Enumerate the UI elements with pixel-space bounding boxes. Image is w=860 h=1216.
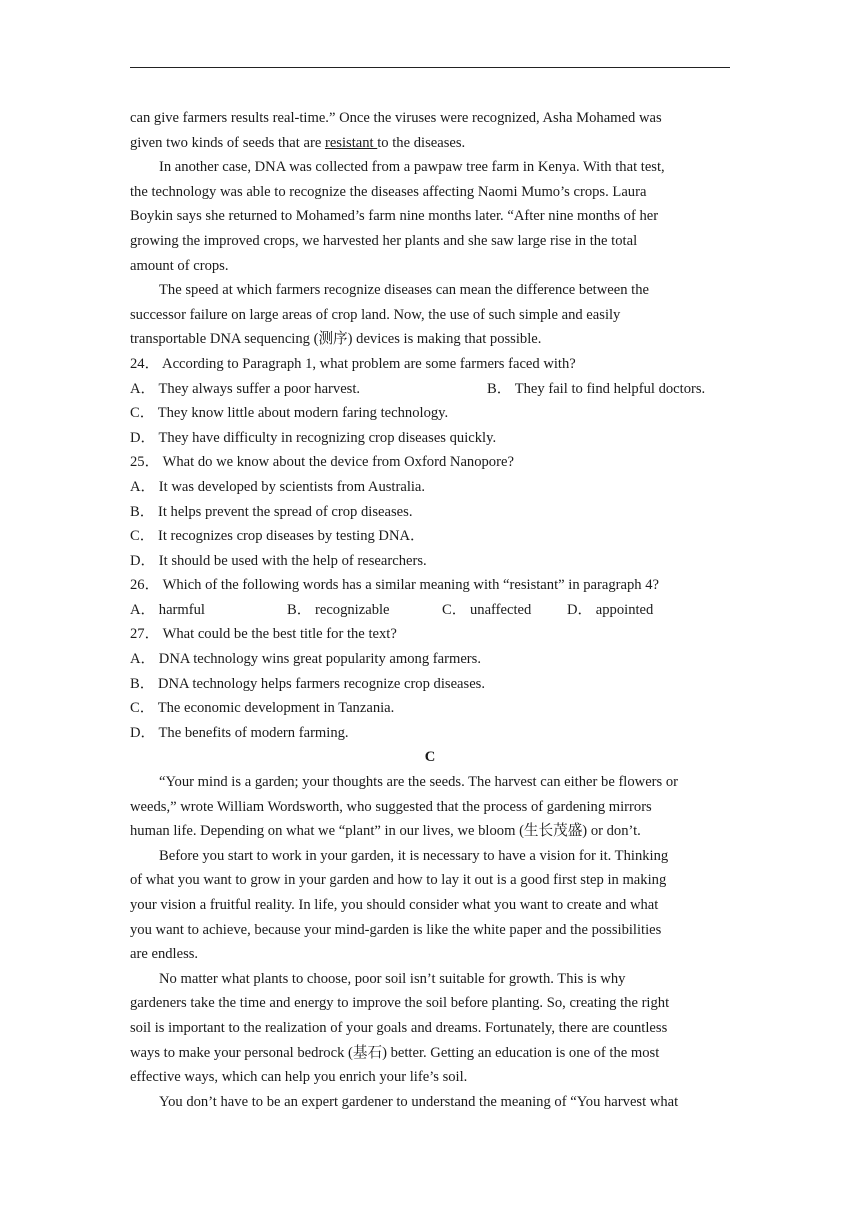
text-line: “Your mind is a garden; your thoughts are the seeds. The harvest can either be flowers or xyxy=(159,774,679,791)
passage-c-paragraph xyxy=(130,770,730,844)
option-c: C． unaffected xyxy=(442,601,532,618)
text-line: the technology was able to recognize the diseases affecting Naomi Mumo’s crops. Laura xyxy=(130,183,647,200)
text-line: effective ways, which can help you enrich your life’s soil. xyxy=(130,1069,468,1086)
text-line: growing the improved crops, we harvested her plants and she saw large rise in the total xyxy=(130,232,638,249)
text-line: soil is important to the realization of your goals and dreams. Fortunately, there are countless xyxy=(130,1019,668,1036)
text-span: to the diseases. xyxy=(377,134,466,151)
option-a: A． It was developed by scientists from Australia. xyxy=(130,478,426,495)
text-line: of what you want to grow in your garden and how to lay it out is a good first step in making xyxy=(130,872,667,889)
option-b: B． DNA technology helps farmers recognize crop diseases. xyxy=(130,675,486,692)
text-line: are endless. xyxy=(130,946,199,963)
text-line: The speed at which farmers recognize diseases can mean the difference between the xyxy=(159,282,650,299)
text-span: given two kinds of seeds that are xyxy=(130,134,325,151)
option-d: D． They have difficulty in recognizing crop diseases quickly. xyxy=(130,429,497,446)
document-body xyxy=(130,106,730,1114)
text-line: amount of crops. xyxy=(130,257,229,274)
passage-b-paragraph xyxy=(130,155,730,278)
text-line: Before you start to work in your garden, it is necessary to have a vision for it. Thinking xyxy=(159,847,669,864)
passage-c-paragraph xyxy=(130,1090,730,1115)
passage-c-paragraph xyxy=(130,967,730,1090)
question-stem: 26． Which of the following words has a similar meaning with “resistant” in paragraph 4? xyxy=(130,577,660,594)
text-line: successor failure on large areas of crop land. Now, the use of such simple and easily xyxy=(130,306,621,323)
text-line: you want to achieve, because your mind-garden is like the white paper and the possibilities xyxy=(130,921,662,938)
question-24 xyxy=(130,352,730,450)
text-line: can give farmers results real-time.” Once the viruses were recognized, Asha Mohamed was xyxy=(130,110,662,126)
option-d: D． It should be used with the help of researchers. xyxy=(130,552,427,569)
text-line: No matter what plants to choose, poor soil isn’t suitable for growth. This is why xyxy=(159,970,626,987)
option-b: B． recognizable xyxy=(287,601,390,618)
text-line: transportable DNA sequencing (测序) devices is making that possible. xyxy=(130,331,542,348)
text-line: gardeners take the time and energy to improve the soil before planting. So, creating the right xyxy=(130,995,670,1012)
text-line: ways to make your personal bedrock (基石) better. Getting an education is one of the most xyxy=(130,1044,660,1061)
text-line: weeds,” wrote William Wordsworth, who suggested that the process of gardening mirrors xyxy=(130,798,652,815)
text-line: your vision a fruitful reality. In life, you should consider what you want to create and what xyxy=(130,897,659,913)
question-stem: 25． What do we know about the device from Oxford Nanopore? xyxy=(130,454,514,471)
passage-c-paragraph xyxy=(130,844,730,967)
option-d: D． The benefits of modern farming. xyxy=(130,724,349,741)
question-stem: 24． According to Paragraph 1, what problem are some farmers faced with? xyxy=(130,355,576,372)
option-d: D． appointed xyxy=(567,601,654,618)
option-b: B． It helps prevent the spread of crop diseases. xyxy=(130,503,413,520)
option-a: A． harmful xyxy=(130,601,205,618)
option-b: B． They fail to find helpful doctors. xyxy=(487,380,706,397)
text-line: You don’t have to be an expert gardener to understand the meaning of “You harvest what xyxy=(159,1093,679,1110)
section-heading: C xyxy=(424,749,436,766)
passage-b-paragraph xyxy=(130,106,730,155)
question-27 xyxy=(130,622,730,745)
header-rule xyxy=(130,67,730,68)
text-line: In another case, DNA was collected from a pawpaw tree farm in Kenya. With that test, xyxy=(159,159,665,176)
option-a: A． DNA technology wins great popularity among farmers. xyxy=(130,651,481,668)
question-stem: 27． What could be the best title for the text? xyxy=(130,626,397,643)
underlined-word: resistant xyxy=(324,134,378,151)
option-row xyxy=(130,377,730,402)
text-line: Boykin says she returned to Mohamed’s farm nine months later. “After nine months of her xyxy=(130,208,659,225)
option-c: C． It recognizes crop diseases by testing DNA． xyxy=(130,528,425,545)
option-row xyxy=(130,598,730,623)
option-a: A． They always suffer a poor harvest. xyxy=(130,380,361,397)
text-line: human life. Depending on what we “plant” in our lives, we bloom (生长茂盛) or don’t. xyxy=(130,823,641,840)
option-c: C． The economic development in Tanzania. xyxy=(130,700,395,717)
passage-b-paragraph xyxy=(130,278,730,352)
question-25 xyxy=(130,450,730,573)
option-c: C． They know little about modern faring technology. xyxy=(130,405,449,422)
question-26 xyxy=(130,573,730,622)
text-line xyxy=(130,131,730,156)
